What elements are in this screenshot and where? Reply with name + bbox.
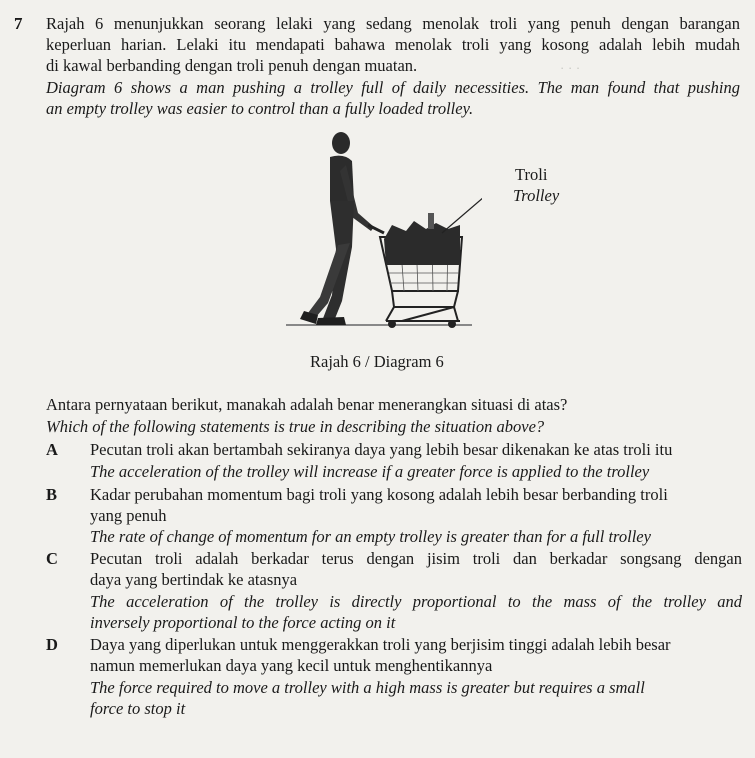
option-a-letter: A: [46, 440, 58, 459]
option-c-ms-line-1: Pecutan troli adalah berkadar terus dengan jisim troli dan berkadar songsang dengan: [90, 549, 742, 568]
option-d-ms-line-2: namun memerlukan daya yang kecil untuk menghentikannya: [90, 656, 493, 675]
goods-bottle: [428, 213, 434, 229]
figure-label-ms: Troli: [515, 165, 548, 184]
trolley-chassis: [386, 291, 458, 321]
label-pointer-line: [442, 185, 482, 233]
option-d-en-line-2: force to stop it: [90, 699, 186, 718]
stem-ms-line-1: Rajah 6 menunjukkan seorang lelaki yang sedang menolak troli yang penuh dengan barangan: [46, 14, 740, 33]
option-b-ms-line-1: Kadar perubahan momentum bagi troli yang kosong adalah lebih besar berbanding troli: [90, 485, 668, 504]
option-c-letter: C: [46, 549, 58, 568]
option-d-ms-line-1: Daya yang diperlukan untuk menggerakkan troli yang berjisim tinggi adalah lebih besar: [90, 635, 671, 654]
stem-ms-line-3: di kawal berbanding dengan troli penuh dengan muatan.: [46, 56, 418, 75]
stem-ms-line-2: keperluan harian. Lelaki itu mendapati bahawa menolak troli yang kosong adalah lebih mudah: [46, 35, 740, 54]
trolley-wheel-rear: [388, 320, 396, 328]
figure-label-en: Trolley: [513, 186, 560, 205]
trolley-wheel-front: [448, 320, 456, 328]
option-c-en-line-2: inversely proportional to the force acting on it: [90, 613, 396, 632]
option-b-ms-line-2: yang penuh: [90, 506, 167, 525]
option-a-ms-line-1: Pecutan troli akan bertambah sekiranya daya yang lebih besar dikenakan ke atas troli itu: [90, 440, 673, 459]
option-b-en-line-1: The rate of change of momentum for an empty trolley is greater than for a full trolley: [90, 527, 651, 546]
stem-en-line-2: an empty trolley was easier to control than a fully loaded trolley.: [46, 99, 474, 118]
figure-caption: Rajah 6 / Diagram 6: [310, 352, 444, 371]
man-head: [332, 132, 350, 154]
option-c-en-line-1: The acceleration of the trolley is directly proportional to the mass of the trolley and: [90, 592, 742, 611]
stem-en-line-1: Diagram 6 shows a man pushing a trolley full of daily necessities. The man found that pushing: [46, 78, 740, 97]
option-c-ms-line-2: daya yang bertindak ke atasnya: [90, 570, 298, 589]
option-d-en-line-1: The force required to move a trolley with a high mass is greater but requires a small: [90, 678, 645, 697]
option-b-letter: B: [46, 485, 58, 504]
man-shoe-front: [316, 317, 346, 325]
question-number: 7: [14, 14, 23, 33]
prompt-en: Which of the following statements is true in describing the situation above?: [46, 417, 545, 436]
prompt-ms: Antara pernyataan berikut, manakah adalah benar menerangkan situasi di atas?: [46, 395, 568, 414]
option-d-letter: D: [46, 635, 58, 654]
option-a-en-line-1: The acceleration of the trolley will increase if a greater force is applied to the trolley: [90, 462, 650, 481]
trolley-diagram: [282, 125, 482, 340]
